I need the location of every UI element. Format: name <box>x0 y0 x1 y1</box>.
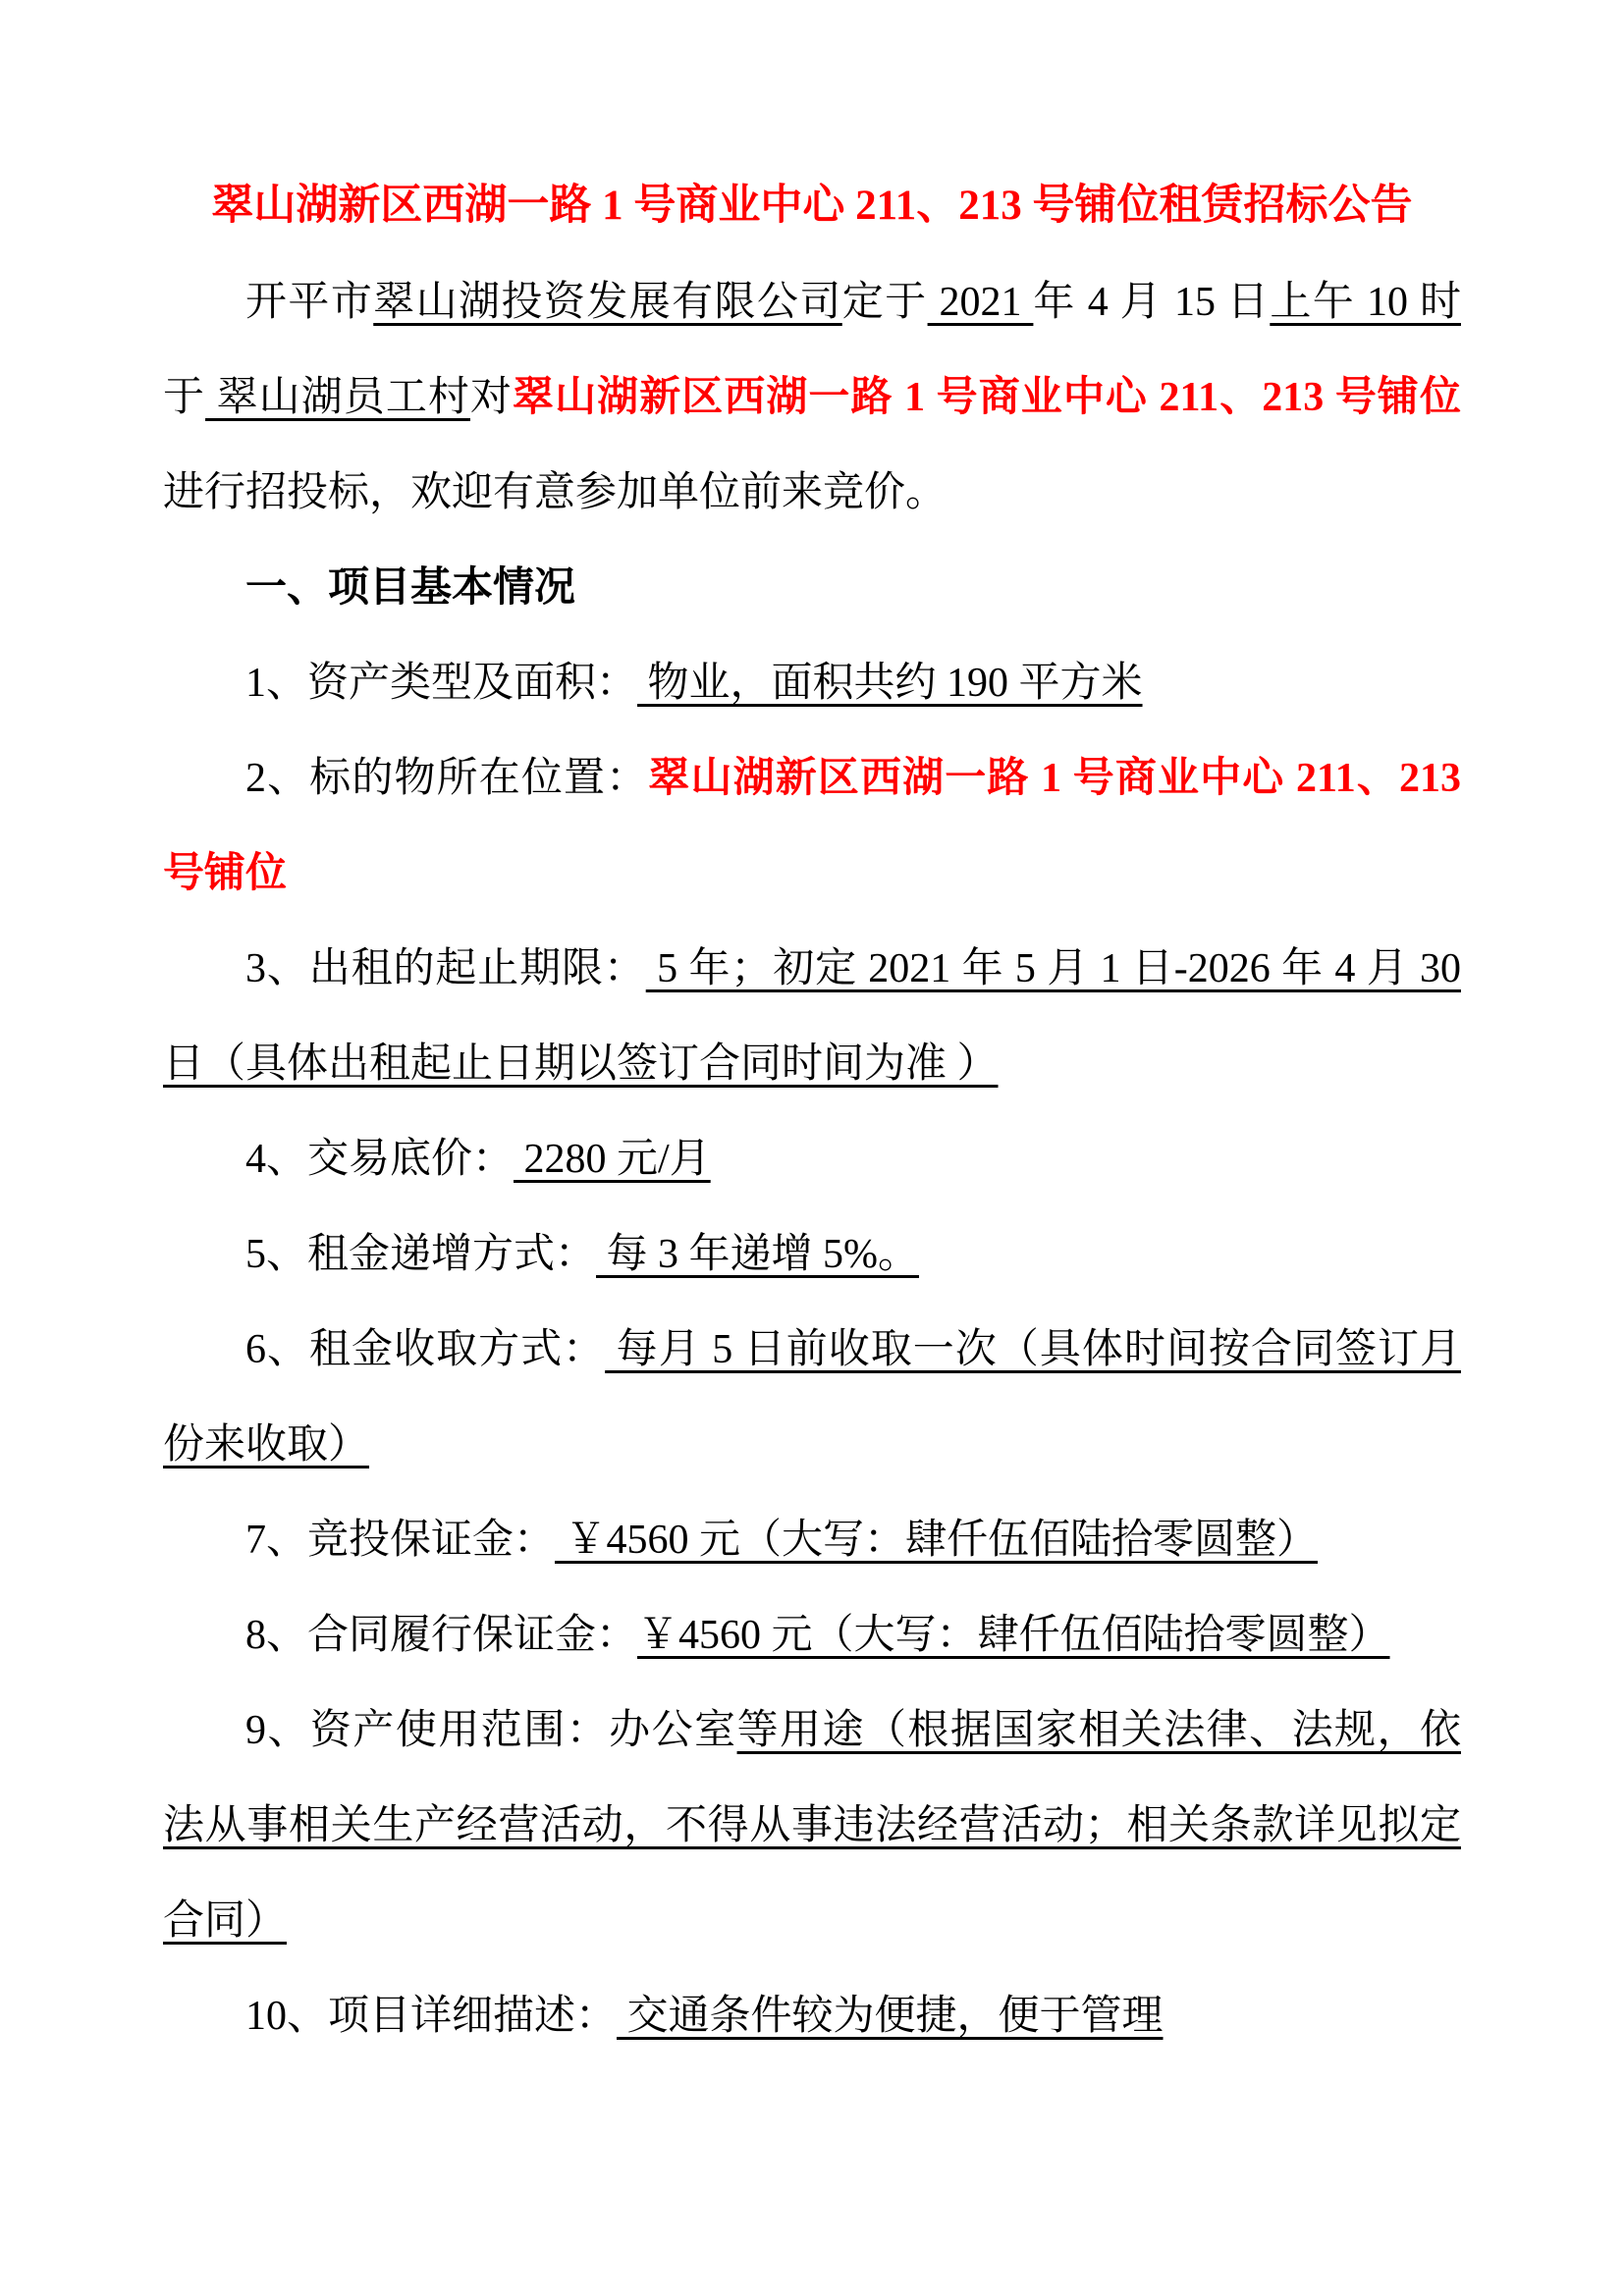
intro-underlined-time: 上午 10 时 <box>1270 280 1461 325</box>
item-base-price <box>163 1112 1461 1207</box>
item-value-underlined: 物业，面积共约 190 平方米 <box>637 661 1143 706</box>
item-label: 6、租金收取方式： <box>245 1327 606 1372</box>
intro-property-name: 翠山湖新区西湖一路 1 号商业中心 211、213 号铺位 <box>513 375 1461 420</box>
item-asset-type <box>163 636 1461 731</box>
item-value-plain: 办公室 <box>609 1708 737 1753</box>
item-value-underlined: ￥4560 元（大写：肆仟伍佰陆拾零圆整） <box>555 1518 1319 1563</box>
item-rent-increase <box>163 1207 1461 1303</box>
item-rent-collection <box>163 1303 1461 1493</box>
item-value-underlined: 5 年；初定 2021 年 5 月 1 日-2026 年 4 月 30 日（具体出租起止日期以签订合同时间为准 ） <box>163 946 1461 1087</box>
item-value-underlined: 交通条件较为便捷，便于管理 <box>617 1994 1164 2039</box>
item-label: 10、项目详细描述： <box>245 1994 618 2039</box>
item-label: 5、租金递增方式： <box>245 1232 597 1277</box>
item-bid-deposit <box>163 1493 1461 1588</box>
intro-underlined-company: 翠山湖投资发展有限公司 <box>373 280 842 325</box>
item-value-underlined: 每月 5 日前收取一次（具体时间按合同签订月份来收取） <box>163 1327 1461 1468</box>
item-project-description <box>163 1969 1461 2064</box>
intro-text-2: 定于 <box>841 280 928 325</box>
item-value-underlined: 等用途（根据国家相关法律、法规，依法从事相关生产经营活动，不得从事违法经营活动；相关条款详见拟定合同） <box>163 1708 1461 1944</box>
item-label: 8、合同履行保证金： <box>245 1613 638 1658</box>
item-label: 4、交易底价： <box>245 1137 514 1182</box>
item-label: 9、资产使用范围： <box>245 1708 610 1753</box>
item-label: 3、出租的起止期限： <box>245 946 646 991</box>
intro-text-6: 进行招投标，欢迎有意参加单位前来竞价。 <box>163 470 947 515</box>
intro-text-1: 开平市 <box>245 280 374 325</box>
item-label: 1、资产类型及面积： <box>245 661 638 706</box>
intro-underlined-venue: 翠山湖员工村 <box>205 375 470 420</box>
intro-text-3: 年 4 月 15 日 <box>1033 280 1271 325</box>
item-label: 7、竞投保证金： <box>245 1518 556 1563</box>
item-label: 2、标的物所在位置： <box>245 756 649 801</box>
intro-underlined-year: 2021 <box>927 280 1034 325</box>
item-lease-term <box>163 922 1461 1112</box>
item-value-underlined: 每 3 年递增 5%。 <box>596 1232 920 1277</box>
document-title: 翠山湖新区西湖一路 1 号商业中心 211、213 号铺位租赁招标公告 <box>211 183 1413 229</box>
intro-text-5: 对 <box>469 375 514 420</box>
item-contract-deposit <box>163 1588 1461 1683</box>
section-heading-basic-info: 一、项目基本情况 <box>245 565 576 611</box>
item-value-property-name: 翠山湖新区西湖一路 1 号商业中心 211、213 号铺位 <box>163 756 1461 896</box>
intro-text-4: 于 <box>163 375 206 420</box>
item-value-underlined: 2280 元/月 <box>514 1137 711 1182</box>
item-value-underlined: ￥4560 元（大写：肆仟伍佰陆拾零圆整） <box>637 1613 1390 1658</box>
item-location <box>163 731 1461 922</box>
item-usage-scope <box>163 1683 1461 1969</box>
intro-paragraph <box>163 255 1461 541</box>
